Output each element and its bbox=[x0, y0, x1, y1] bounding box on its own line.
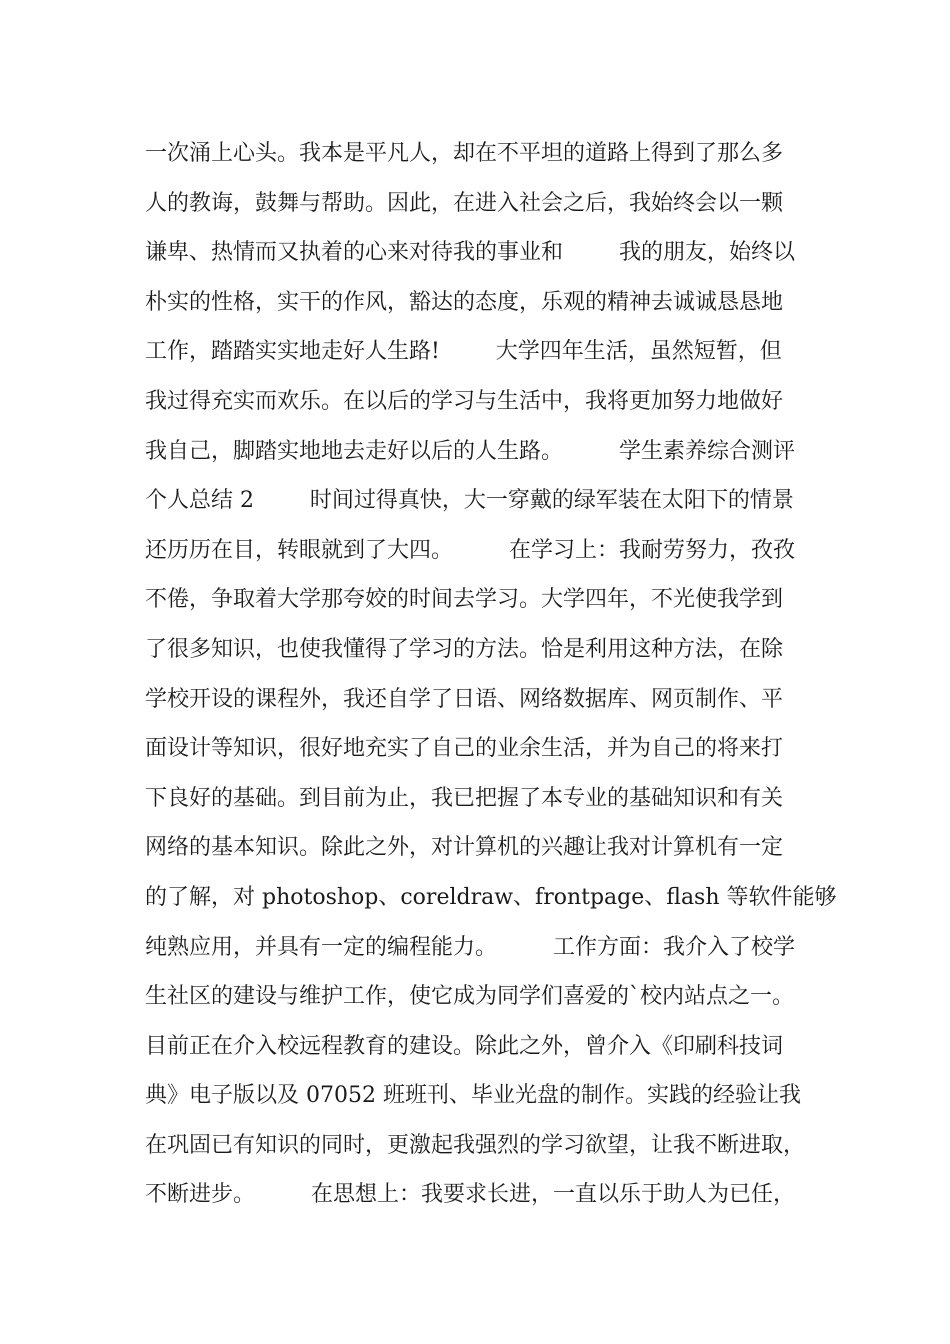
text-line-10: 不倦，争取着大学那夸姣的时间去学习。大学四年，不光使我学到 bbox=[145, 587, 784, 613]
text-line-13: 面设计等知识，很好地充实了自己的业余生活，并为自己的将来打 bbox=[145, 736, 784, 762]
text-line-19: 目前正在介入校远程教育的建设。除此之外，曾介入《印刷科技词 bbox=[145, 1033, 784, 1059]
text-line-1: 一次涌上心头。我本是平凡人，却在不平坦的道路上得到了那么多 bbox=[145, 141, 784, 166]
text-line-17: 纯熟应用，并具有一定的编程能力。 工作方面：我介入了校学 bbox=[145, 934, 795, 960]
text-line-8: 个人总结 2 时间过得真快，大一穿戴的绿军装在太阳下的情景 bbox=[145, 488, 794, 514]
text-line-20: 典》电子版以及 07052 班班刊、毕业光盘的制作。实践的经验让我 bbox=[145, 1083, 801, 1109]
text-line-21: 在巩固已有知识的同时，更激起我强烈的学习欲望，让我不断进取， bbox=[145, 1132, 806, 1158]
text-line-15: 网络的基本知识。除此之外，对计算机的兴趣让我对计算机有一定 bbox=[145, 835, 784, 861]
text-line-2: 人的教诲，鼓舞与帮助。因此，在进入社会之后，我始终会以一颗 bbox=[145, 190, 784, 216]
text-line-7: 我自己，脚踏实地地去走好以后的人生路。 学生素养综合测评 bbox=[145, 438, 795, 464]
text-line-12: 学校开设的课程外，我还自学了日语、网络数据库、网页制作、平 bbox=[145, 686, 784, 712]
text-line-6: 我过得充实而欢乐。在以后的学习与生活中，我将更加努力地做好 bbox=[145, 388, 784, 414]
body-text bbox=[145, 129, 837, 1220]
text-line-3: 谦卑、热情而又执着的心来对待我的事业和 我的朋友，始终以 bbox=[145, 240, 795, 266]
text-line-5: 工作，踏踏实实地走好人生路! 大学四年生活，虽然短暂，但 bbox=[145, 339, 782, 365]
text-line-22: 不断进步。 在思想上：我要求长进，一直以乐于助人为已任， bbox=[145, 1182, 795, 1208]
text-line-11: 了很多知识，也使我懂得了学习的方法。恰是利用这种方法，在除 bbox=[145, 636, 784, 662]
text-line-4: 朴实的性格，实干的作风，豁达的态度，乐观的精神去诚诚恳恳地 bbox=[145, 289, 784, 315]
text-line-18: 生社区的建设与维护工作，使它成为同学们喜爱的`校内站点之一。 bbox=[145, 984, 795, 1010]
text-line-16: 的了解，对 photoshop、coreldraw、frontpage、flash 等软件能够 bbox=[145, 884, 837, 910]
text-line-9: 还历历在目，转眼就到了大四。 在学习上：我耐劳努力，孜孜 bbox=[145, 537, 795, 563]
text-line-14: 下良好的基础。到目前为止，我已把握了本专业的基础知识和有关 bbox=[145, 785, 784, 811]
